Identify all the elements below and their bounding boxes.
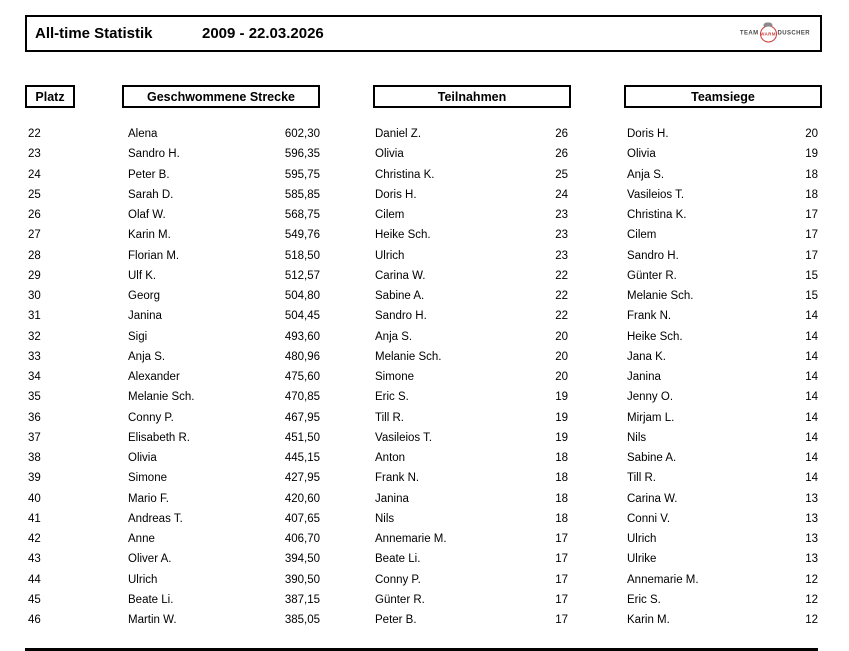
strecke-value-cell: 406,70 xyxy=(284,533,320,545)
strecke-name-cell: Beate Li. xyxy=(128,593,174,606)
rank-cell: 43 xyxy=(28,553,41,566)
strecke-name-cell: Oliver A. xyxy=(128,553,172,566)
strecke-name-cell: Janina xyxy=(128,310,162,323)
strecke-name-cell: Sigi xyxy=(128,330,148,343)
teilnahmen-name-cell: Frank N. xyxy=(375,472,420,485)
logo-text-warm: WARM xyxy=(760,31,776,36)
table-row xyxy=(0,549,849,569)
teamsiege-name-cell: Sabine A. xyxy=(627,452,677,464)
strecke-value-cell: 445,15 xyxy=(284,452,320,464)
strecke-name-cell: Mario F. xyxy=(128,492,169,505)
strecke-value-cell: 394,50 xyxy=(284,553,320,566)
rank-cell: 32 xyxy=(28,330,41,343)
teamsiege-value-cell: 14 xyxy=(805,411,818,424)
table-row xyxy=(0,428,849,448)
strecke-value-cell: 385,05 xyxy=(284,614,320,626)
table-row xyxy=(0,387,849,407)
teilnahmen-value-cell: 22 xyxy=(555,269,568,282)
rank-cell: 29 xyxy=(28,269,41,282)
teilnahmen-value-cell: 23 xyxy=(555,249,568,262)
column-header-platz xyxy=(25,85,75,108)
teamsiege-name-cell: Ulrike xyxy=(627,553,657,566)
strecke-name-cell: Peter B. xyxy=(128,168,170,181)
teamsiege-name-cell: Melanie Sch. xyxy=(627,290,694,302)
teilnahmen-value-cell: 26 xyxy=(555,128,568,140)
teilnahmen-value-cell: 17 xyxy=(555,573,568,586)
strecke-value-cell: 467,95 xyxy=(284,411,320,424)
rank-cell: 34 xyxy=(28,371,41,383)
strecke-name-cell: Karin M. xyxy=(128,229,171,242)
title-bar xyxy=(25,15,822,52)
rank-cell: 26 xyxy=(28,209,41,221)
team-warmduscher-logo xyxy=(740,25,810,42)
table-row xyxy=(0,144,849,164)
teilnahmen-name-cell: Anton xyxy=(375,452,406,464)
column-header-strecke-label: Geschwommene Strecke xyxy=(147,89,295,104)
column-header-geschwommene-strecke xyxy=(122,85,320,108)
strecke-value-cell: 390,50 xyxy=(284,573,320,586)
strecke-name-cell: Martin W. xyxy=(128,614,177,626)
strecke-value-cell: 475,60 xyxy=(284,371,320,383)
teamsiege-value-cell: 13 xyxy=(805,553,818,566)
rank-cell: 33 xyxy=(28,350,41,363)
teamsiege-value-cell: 14 xyxy=(805,330,818,343)
table-row xyxy=(0,448,849,468)
teilnahmen-name-cell: Christina K. xyxy=(375,168,435,181)
strecke-value-cell: 512,57 xyxy=(284,269,320,282)
teilnahmen-value-cell: 22 xyxy=(555,310,568,323)
teamsiege-value-cell: 12 xyxy=(805,593,818,606)
strecke-value-cell: 568,75 xyxy=(284,209,320,221)
teilnahmen-name-cell: Nils xyxy=(375,512,395,525)
column-header-teilnahmen xyxy=(373,85,571,108)
teilnahmen-value-cell: 20 xyxy=(555,350,568,363)
strecke-value-cell: 595,75 xyxy=(284,168,320,181)
table-row xyxy=(0,225,849,245)
table-row xyxy=(0,185,849,205)
rank-cell: 45 xyxy=(28,593,41,606)
table-row xyxy=(0,286,849,306)
statistics-rows xyxy=(0,124,849,630)
teamsiege-value-cell: 14 xyxy=(805,431,818,444)
teilnahmen-value-cell: 18 xyxy=(555,472,568,485)
teamsiege-value-cell: 14 xyxy=(805,391,818,404)
strecke-name-cell: Melanie Sch. xyxy=(128,391,195,404)
teamsiege-name-cell: Annemarie M. xyxy=(627,573,699,586)
teilnahmen-value-cell: 18 xyxy=(555,512,568,525)
strecke-name-cell: Conny P. xyxy=(128,411,174,424)
rank-cell: 27 xyxy=(28,229,41,242)
table-row xyxy=(0,408,849,428)
rank-cell: 42 xyxy=(28,533,41,545)
strecke-value-cell: 504,80 xyxy=(284,290,320,302)
table-row xyxy=(0,610,849,630)
rank-cell: 46 xyxy=(28,614,41,626)
teamsiege-value-cell: 17 xyxy=(805,209,818,221)
rank-cell: 35 xyxy=(28,391,41,404)
teamsiege-name-cell: Christina K. xyxy=(627,209,687,221)
rank-cell: 40 xyxy=(28,492,41,505)
table-row xyxy=(0,529,849,549)
teilnahmen-value-cell: 26 xyxy=(555,148,568,161)
table-row xyxy=(0,509,849,529)
logo-text-duscher: DUSCHER xyxy=(777,30,810,37)
teilnahmen-value-cell: 17 xyxy=(555,614,568,626)
strecke-name-cell: Ulrich xyxy=(128,573,158,586)
table-row xyxy=(0,124,849,144)
teamsiege-name-cell: Frank N. xyxy=(627,310,672,323)
strecke-value-cell: 427,95 xyxy=(284,472,320,485)
strecke-name-cell: Olaf W. xyxy=(128,209,166,221)
teamsiege-name-cell: Janina xyxy=(627,371,661,383)
teamsiege-name-cell: Doris H. xyxy=(627,128,669,140)
strecke-value-cell: 451,50 xyxy=(284,431,320,444)
teilnahmen-value-cell: 23 xyxy=(555,229,568,242)
column-header-platz-label: Platz xyxy=(35,89,65,104)
rank-cell: 25 xyxy=(28,188,41,201)
teamsiege-value-cell: 12 xyxy=(805,573,818,586)
table-row xyxy=(0,590,849,610)
teilnahmen-name-cell: Doris H. xyxy=(375,188,417,201)
teilnahmen-name-cell: Ulrich xyxy=(375,249,405,262)
teilnahmen-value-cell: 23 xyxy=(555,209,568,221)
teamsiege-name-cell: Anja S. xyxy=(627,168,665,181)
rank-cell: 37 xyxy=(28,431,41,444)
strecke-value-cell: 585,85 xyxy=(284,188,320,201)
date-range: 2009 - 22.03.2026 xyxy=(202,25,324,42)
teilnahmen-value-cell: 19 xyxy=(555,391,568,404)
teilnahmen-name-cell: Cilem xyxy=(375,209,405,221)
teamsiege-value-cell: 18 xyxy=(805,188,818,201)
rank-cell: 30 xyxy=(28,290,41,302)
teilnahmen-value-cell: 25 xyxy=(555,168,568,181)
column-header-teamsiege xyxy=(624,85,822,108)
rank-cell: 41 xyxy=(28,512,41,525)
strecke-value-cell: 493,60 xyxy=(284,330,320,343)
strecke-name-cell: Georg xyxy=(128,290,160,302)
table-row xyxy=(0,570,849,590)
teilnahmen-name-cell: Melanie Sch. xyxy=(375,350,442,363)
rank-cell: 23 xyxy=(28,148,41,161)
rank-cell: 39 xyxy=(28,472,41,485)
strecke-name-cell: Alexander xyxy=(128,371,180,383)
teamsiege-value-cell: 18 xyxy=(805,168,818,181)
teamsiege-value-cell: 13 xyxy=(805,492,818,505)
teilnahmen-name-cell: Annemarie M. xyxy=(375,533,447,545)
strecke-name-cell: Anja S. xyxy=(128,350,166,363)
table-row xyxy=(0,367,849,387)
strecke-value-cell: 596,35 xyxy=(284,148,320,161)
teilnahmen-name-cell: Conny P. xyxy=(375,573,421,586)
teilnahmen-name-cell: Eric S. xyxy=(375,391,409,404)
strecke-name-cell: Florian M. xyxy=(128,249,180,262)
teilnahmen-name-cell: Sabine A. xyxy=(375,290,425,302)
teamsiege-name-cell: Jana K. xyxy=(627,350,666,363)
teilnahmen-name-cell: Simone xyxy=(375,371,414,383)
teamsiege-value-cell: 14 xyxy=(805,371,818,383)
rank-cell: 36 xyxy=(28,411,41,424)
teilnahmen-name-cell: Peter B. xyxy=(375,614,417,626)
teilnahmen-name-cell: Carina W. xyxy=(375,269,426,282)
teilnahmen-value-cell: 17 xyxy=(555,593,568,606)
rank-cell: 28 xyxy=(28,249,41,262)
teamsiege-name-cell: Heike Sch. xyxy=(627,330,683,343)
teamsiege-value-cell: 17 xyxy=(805,229,818,242)
teilnahmen-name-cell: Günter R. xyxy=(375,593,425,606)
table-row xyxy=(0,205,849,225)
teamsiege-name-cell: Till R. xyxy=(627,472,656,485)
teilnahmen-value-cell: 20 xyxy=(555,371,568,383)
logo-text-team: TEAM xyxy=(739,30,759,37)
teamsiege-name-cell: Olivia xyxy=(627,148,656,161)
teamsiege-value-cell: 19 xyxy=(805,148,818,161)
teilnahmen-value-cell: 17 xyxy=(555,533,568,545)
teamsiege-name-cell: Nils xyxy=(627,431,647,444)
strecke-name-cell: Sandro H. xyxy=(128,148,180,161)
page-title: All-time Statistik xyxy=(35,25,153,42)
strecke-value-cell: 504,45 xyxy=(284,310,320,323)
teamsiege-value-cell: 17 xyxy=(805,249,818,262)
strecke-name-cell: Simone xyxy=(128,472,167,485)
strecke-value-cell: 407,65 xyxy=(284,512,320,525)
teilnahmen-value-cell: 24 xyxy=(555,188,568,201)
teilnahmen-value-cell: 20 xyxy=(555,330,568,343)
teamsiege-name-cell: Karin M. xyxy=(627,614,670,626)
strecke-value-cell: 387,15 xyxy=(284,593,320,606)
table-row xyxy=(0,327,849,347)
rank-cell: 38 xyxy=(28,452,41,464)
column-header-teilnahmen-label: Teilnahmen xyxy=(437,89,507,104)
table-row xyxy=(0,266,849,286)
strecke-name-cell: Anne xyxy=(128,533,155,545)
strecke-value-cell: 518,50 xyxy=(284,249,320,262)
teamsiege-name-cell: Ulrich xyxy=(627,533,657,545)
table-row xyxy=(0,306,849,326)
teilnahmen-name-cell: Till R. xyxy=(375,411,404,424)
teilnahmen-name-cell: Olivia xyxy=(375,148,404,161)
teilnahmen-value-cell: 18 xyxy=(555,492,568,505)
teamsiege-name-cell: Günter R. xyxy=(627,269,677,282)
teamsiege-value-cell: 13 xyxy=(805,533,818,545)
table-row xyxy=(0,468,849,488)
rank-cell: 44 xyxy=(28,573,41,586)
teamsiege-name-cell: Eric S. xyxy=(627,593,661,606)
rank-cell: 22 xyxy=(28,128,41,140)
teilnahmen-name-cell: Heike Sch. xyxy=(375,229,431,242)
teilnahmen-name-cell: Daniel Z. xyxy=(375,128,422,140)
teamsiege-value-cell: 15 xyxy=(805,269,818,282)
strecke-name-cell: Ulf K. xyxy=(128,269,157,282)
strecke-name-cell: Alena xyxy=(128,128,158,140)
rank-cell: 24 xyxy=(28,168,41,181)
strecke-value-cell: 480,96 xyxy=(284,350,320,363)
teilnahmen-value-cell: 18 xyxy=(555,452,568,464)
teilnahmen-name-cell: Janina xyxy=(375,492,409,505)
teamsiege-value-cell: 14 xyxy=(805,350,818,363)
teilnahmen-value-cell: 19 xyxy=(555,431,568,444)
strecke-value-cell: 470,85 xyxy=(284,391,320,404)
strecke-name-cell: Elisabeth R. xyxy=(128,431,191,444)
teamsiege-value-cell: 14 xyxy=(805,310,818,323)
teilnahmen-name-cell: Beate Li. xyxy=(375,553,421,566)
teamsiege-value-cell: 12 xyxy=(805,614,818,626)
teilnahmen-name-cell: Anja S. xyxy=(375,330,413,343)
strecke-value-cell: 420,60 xyxy=(284,492,320,505)
strecke-name-cell: Sarah D. xyxy=(128,188,174,201)
table-row xyxy=(0,347,849,367)
teamsiege-name-cell: Conni V. xyxy=(627,512,671,525)
teamsiege-name-cell: Vasileios T. xyxy=(627,188,685,201)
strecke-value-cell: 602,30 xyxy=(284,128,320,140)
teamsiege-name-cell: Cilem xyxy=(627,229,657,242)
table-row xyxy=(0,489,849,509)
teamsiege-name-cell: Mirjam L. xyxy=(627,411,675,424)
teamsiege-value-cell: 14 xyxy=(805,472,818,485)
teilnahmen-value-cell: 22 xyxy=(555,290,568,302)
table-row xyxy=(0,246,849,266)
teamsiege-value-cell: 15 xyxy=(805,290,818,302)
strecke-value-cell: 549,76 xyxy=(284,229,320,242)
table-row xyxy=(0,165,849,185)
shower-head-icon xyxy=(764,22,773,26)
teamsiege-name-cell: Jenny O. xyxy=(627,391,674,404)
rank-cell: 31 xyxy=(28,310,41,323)
teamsiege-value-cell: 14 xyxy=(805,452,818,464)
teamsiege-value-cell: 20 xyxy=(805,128,818,140)
teilnahmen-name-cell: Vasileios T. xyxy=(375,431,433,444)
column-header-teamsiege-label: Teamsiege xyxy=(691,89,755,104)
teamsiege-name-cell: Carina W. xyxy=(627,492,678,505)
logo-circle xyxy=(760,25,777,42)
teamsiege-value-cell: 13 xyxy=(805,512,818,525)
strecke-name-cell: Andreas T. xyxy=(128,512,183,525)
teilnahmen-value-cell: 19 xyxy=(555,411,568,424)
teilnahmen-value-cell: 17 xyxy=(555,553,568,566)
teilnahmen-name-cell: Sandro H. xyxy=(375,310,427,323)
teamsiege-name-cell: Sandro H. xyxy=(627,249,679,262)
strecke-name-cell: Olivia xyxy=(128,452,157,464)
